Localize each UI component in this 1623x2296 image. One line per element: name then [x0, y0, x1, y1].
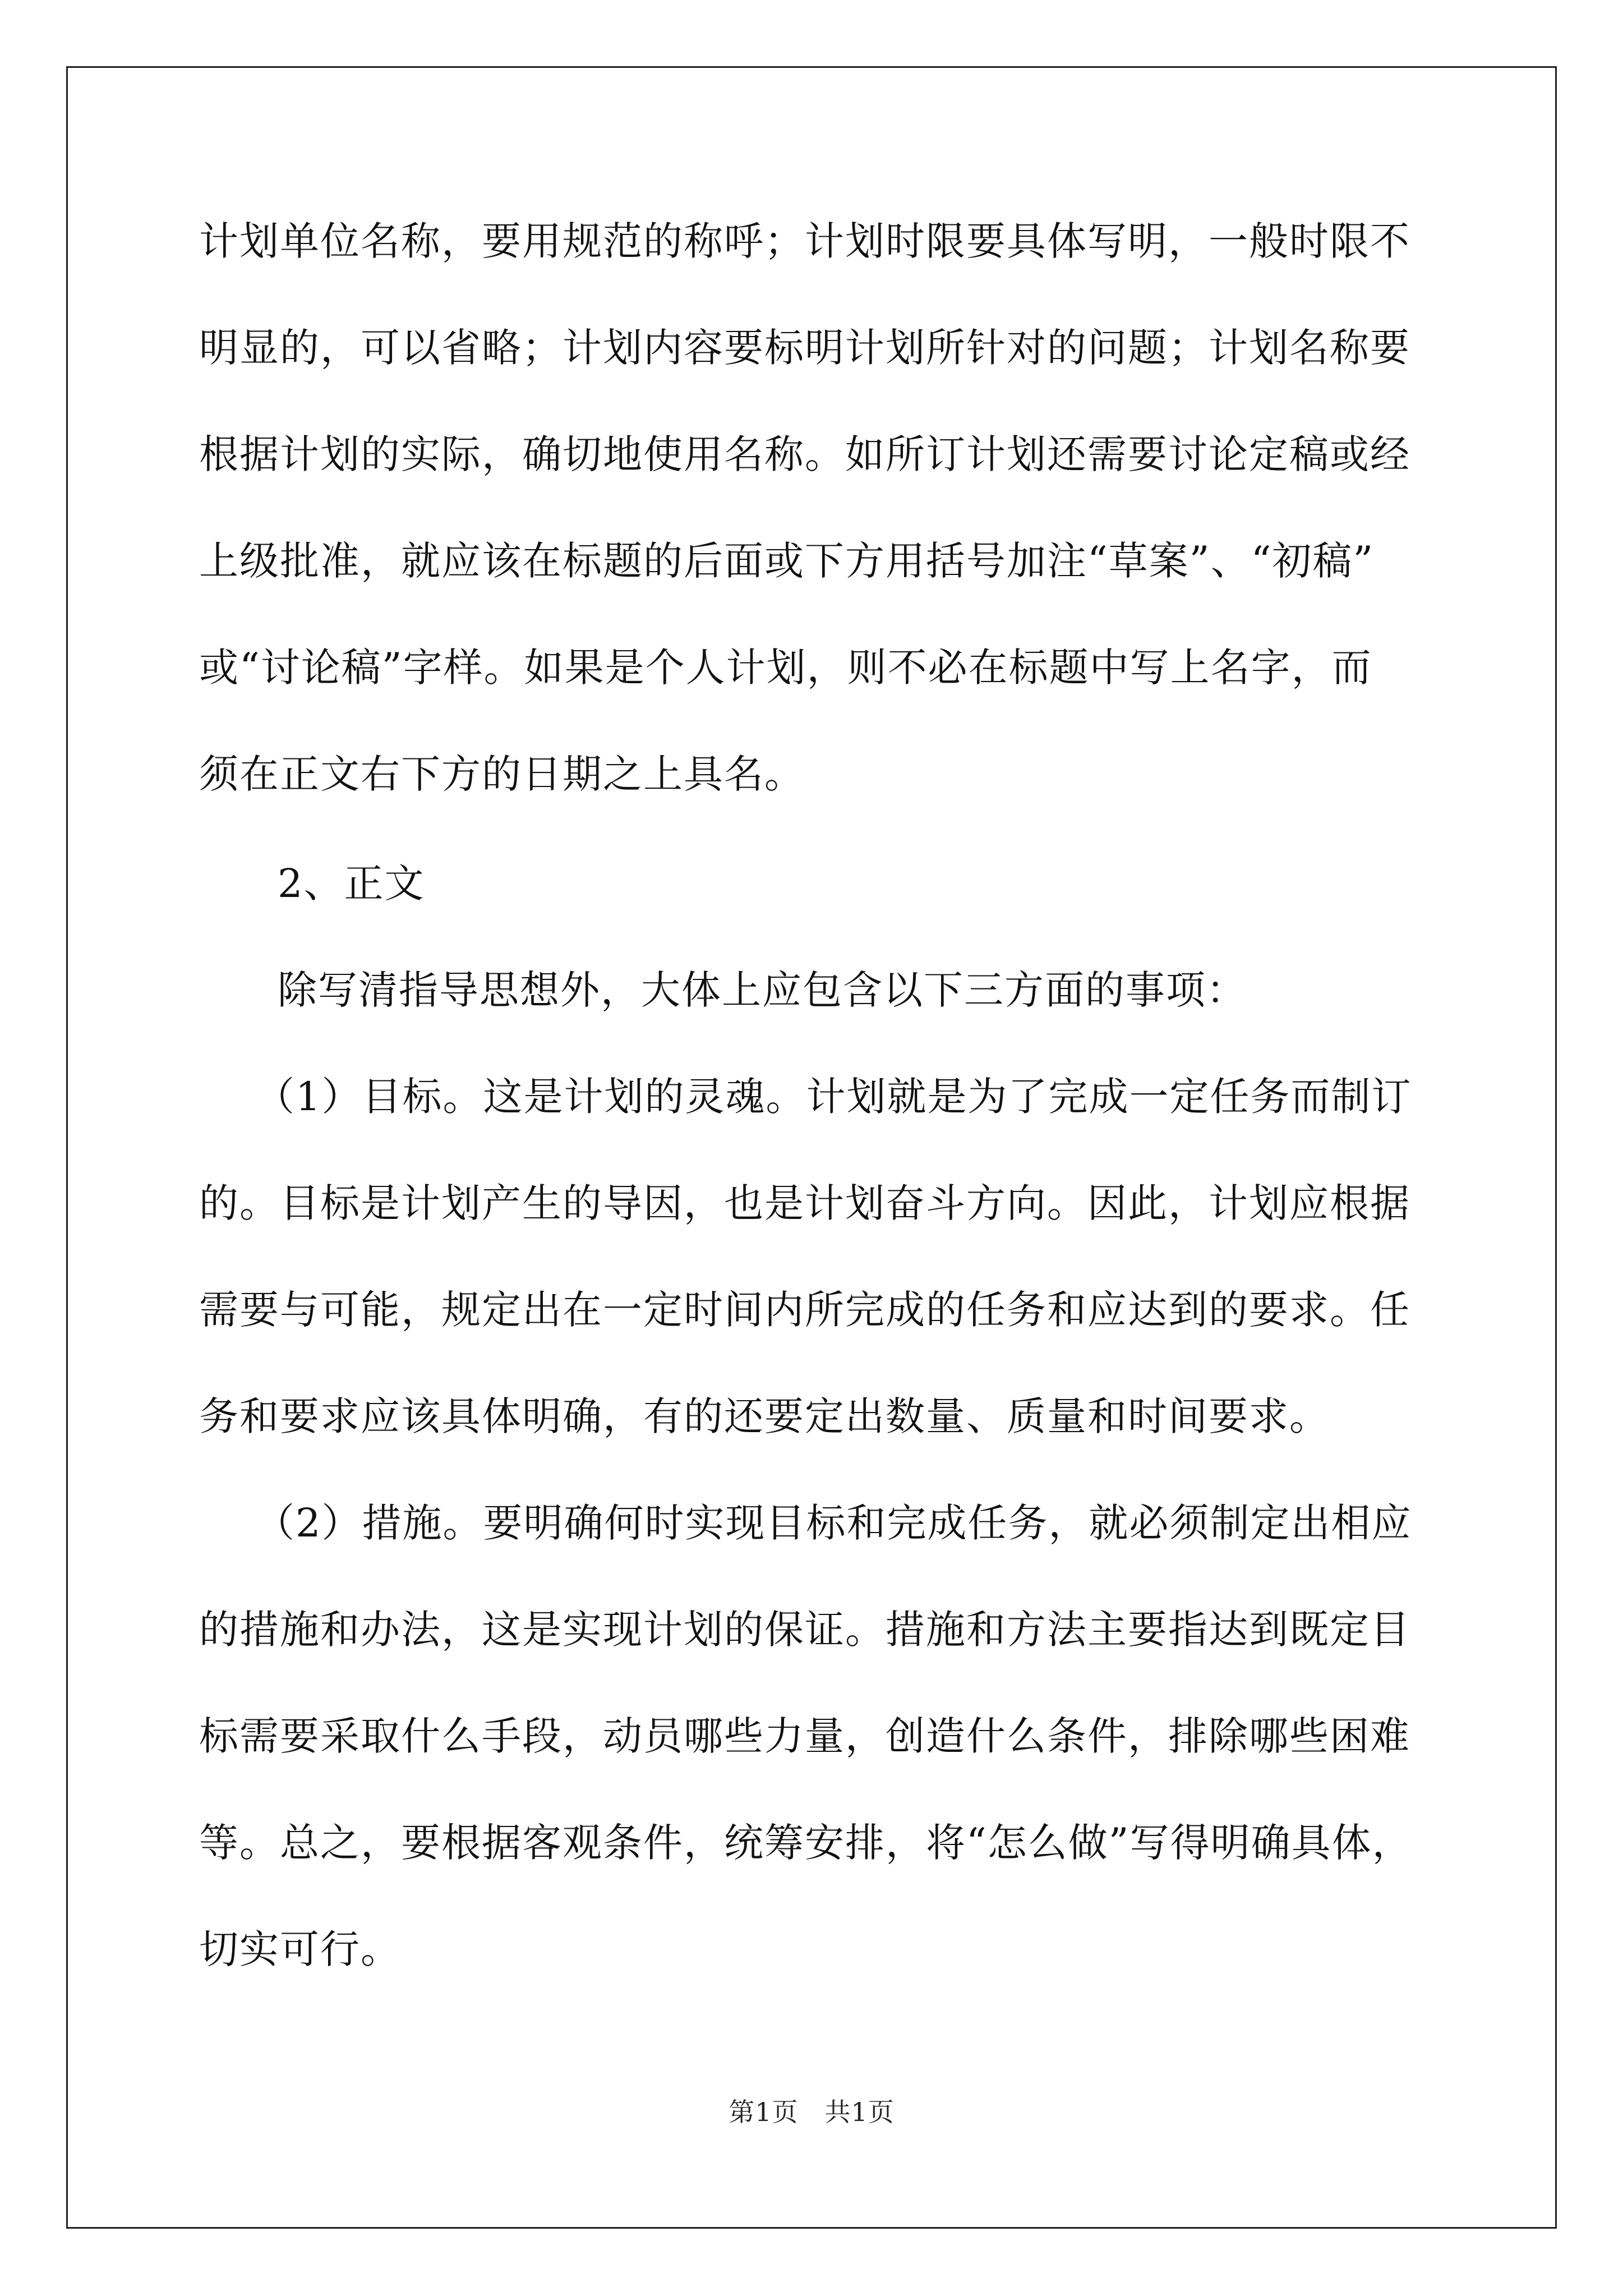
body-line: 需要与可能，规定出在一定时间内所完成的任务和应达到的要求。任 — [199, 1287, 1410, 1333]
section-heading: 2、正文 — [278, 861, 425, 907]
body-line: 务和要求应该具体明确，有的还要定出数量、质量和时间要求。 — [199, 1393, 1330, 1439]
page-number-footer: 第1页 共1页 — [728, 2097, 895, 2127]
body-line: 除写清指导思想外，大体上应包含以下三方面的事项： — [278, 967, 1247, 1013]
body-line: （1）目标。这是计划的灵魂。计划就是为了完成一定任务而制订 — [255, 1074, 1412, 1120]
body-line: 须在正文右下方的日期之上具名。 — [199, 751, 805, 797]
body-line: 明显的，可以省略；计划内容要标明计划所针对的问题；计划名称要 — [199, 325, 1410, 371]
body-line: 等。总之，要根据客观条件，统筹安排，将“怎么做”写得明确具体， — [199, 1820, 1413, 1866]
body-line: 的。目标是计划产生的导因，也是计划奋斗方向。因此，计划应根据 — [199, 1180, 1410, 1226]
body-line: 切实可行。 — [199, 1926, 401, 1972]
body-line: 上级批准，就应该在标题的后面或下方用括号加注“草案”、“初稿” — [199, 538, 1375, 584]
body-line: 的措施和办法，这是实现计划的保证。措施和方法主要指达到既定目 — [199, 1607, 1410, 1653]
page-border — [66, 66, 1557, 2229]
body-line: 标需要采取什么手段，动员哪些力量，创造什么条件，排除哪些困难 — [199, 1713, 1410, 1759]
body-line: 计划单位名称，要用规范的称呼；计划时限要具体写明，一般时限不 — [199, 218, 1410, 264]
body-line: 根据计划的实际，确切地使用名称。如所订计划还需要讨论定稿或经 — [199, 431, 1410, 477]
body-line: （2）措施。要明确何时实现目标和完成任务，就必须制定出相应 — [255, 1500, 1412, 1546]
body-line: 或“讨论稿”字样。如果是个人计划，则不必在标题中写上名字，而 — [199, 645, 1372, 691]
